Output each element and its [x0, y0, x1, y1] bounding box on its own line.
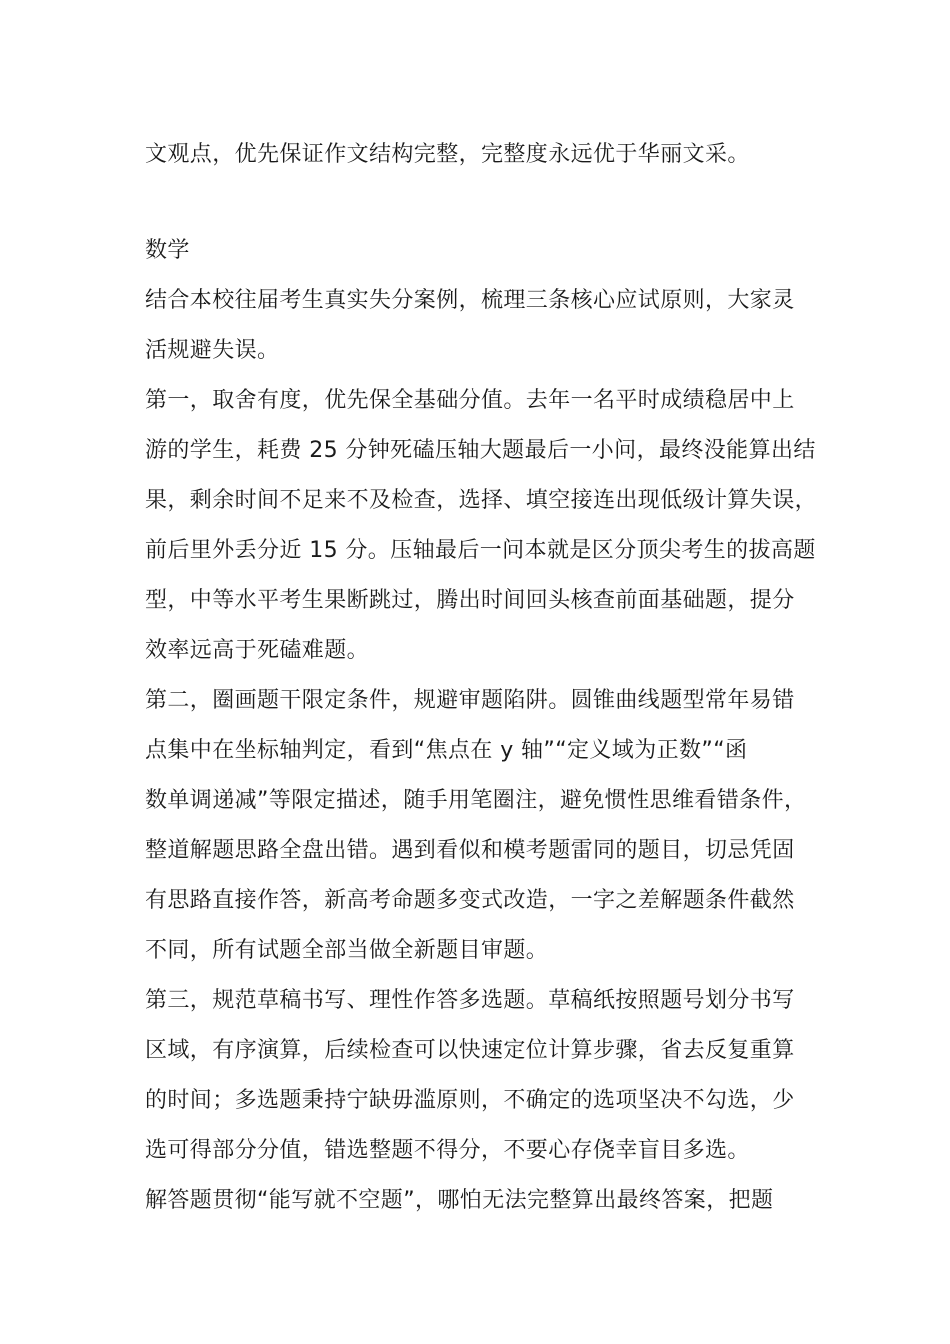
text-line: 第一，取舍有度，优先保全基础分值。去年一名平时成绩稳居中上 [145, 388, 795, 413]
text-line: 解答题贯彻“能写就不空题”，哪怕无法完整算出最终答案，把题 [145, 1188, 774, 1213]
text-line: 的时间；多选题秉持宁缺毋滥原则，不确定的选项坚决不勾选，少 [145, 1088, 795, 1113]
text-line: 游的学生，耗费 25 分钟死磕压轴大题最后一小问，最终没能算出结 [145, 438, 816, 463]
text-line: 效率远高于死磕难题。 [145, 638, 370, 663]
text-line: 果，剩余时间不足来不及检查，选择、填空接连出现低级计算失误， [145, 488, 818, 513]
text-line: 整道解题思路全盘出错。遇到看似和模考题雷同的题目，切忌凭固 [145, 838, 795, 863]
text-line: 型，中等水平考生果断跳过，腾出时间回头核查前面基础题，提分 [145, 588, 795, 613]
text-line: 点集中在坐标轴判定，看到“焦点在 y 轴”“定义域为正数”“函 [145, 738, 748, 763]
section-heading: 数学 [145, 238, 190, 263]
text-line: 选可得部分分值，错选整题不得分，不要心存侥幸盲目多选。 [145, 1138, 750, 1163]
text-line: 区域，有序演算，后续检查可以快速定位计算步骤，省去反复重算 [145, 1038, 795, 1063]
text-line: 不同，所有试题全部当做全新题目审题。 [145, 938, 549, 963]
text-line: 第二，圈画题干限定条件，规避审题陷阱。圆锥曲线题型常年易错 [145, 688, 795, 713]
text-line: 文观点，优先保证作文结构完整，完整度永远优于华丽文采。 [145, 142, 750, 167]
text-line: 结合本校往届考生真实失分案例，梳理三条核心应试原则，大家灵 [145, 288, 795, 313]
text-line: 前后里外丢分近 15 分。压轴最后一问本就是区分顶尖考生的拔高题 [145, 538, 816, 563]
text-line: 数单调递减”等限定描述，随手用笔圈注，避免惯性思维看错条件， [145, 788, 807, 813]
text-line: 第三，规范草稿书写、理性作答多选题。草稿纸按照题号划分书写 [145, 988, 795, 1013]
text-line: 有思路直接作答，新高考命题多变式改造，一字之差解题条件截然 [145, 888, 795, 913]
text-line: 活规避失误。 [145, 338, 280, 363]
